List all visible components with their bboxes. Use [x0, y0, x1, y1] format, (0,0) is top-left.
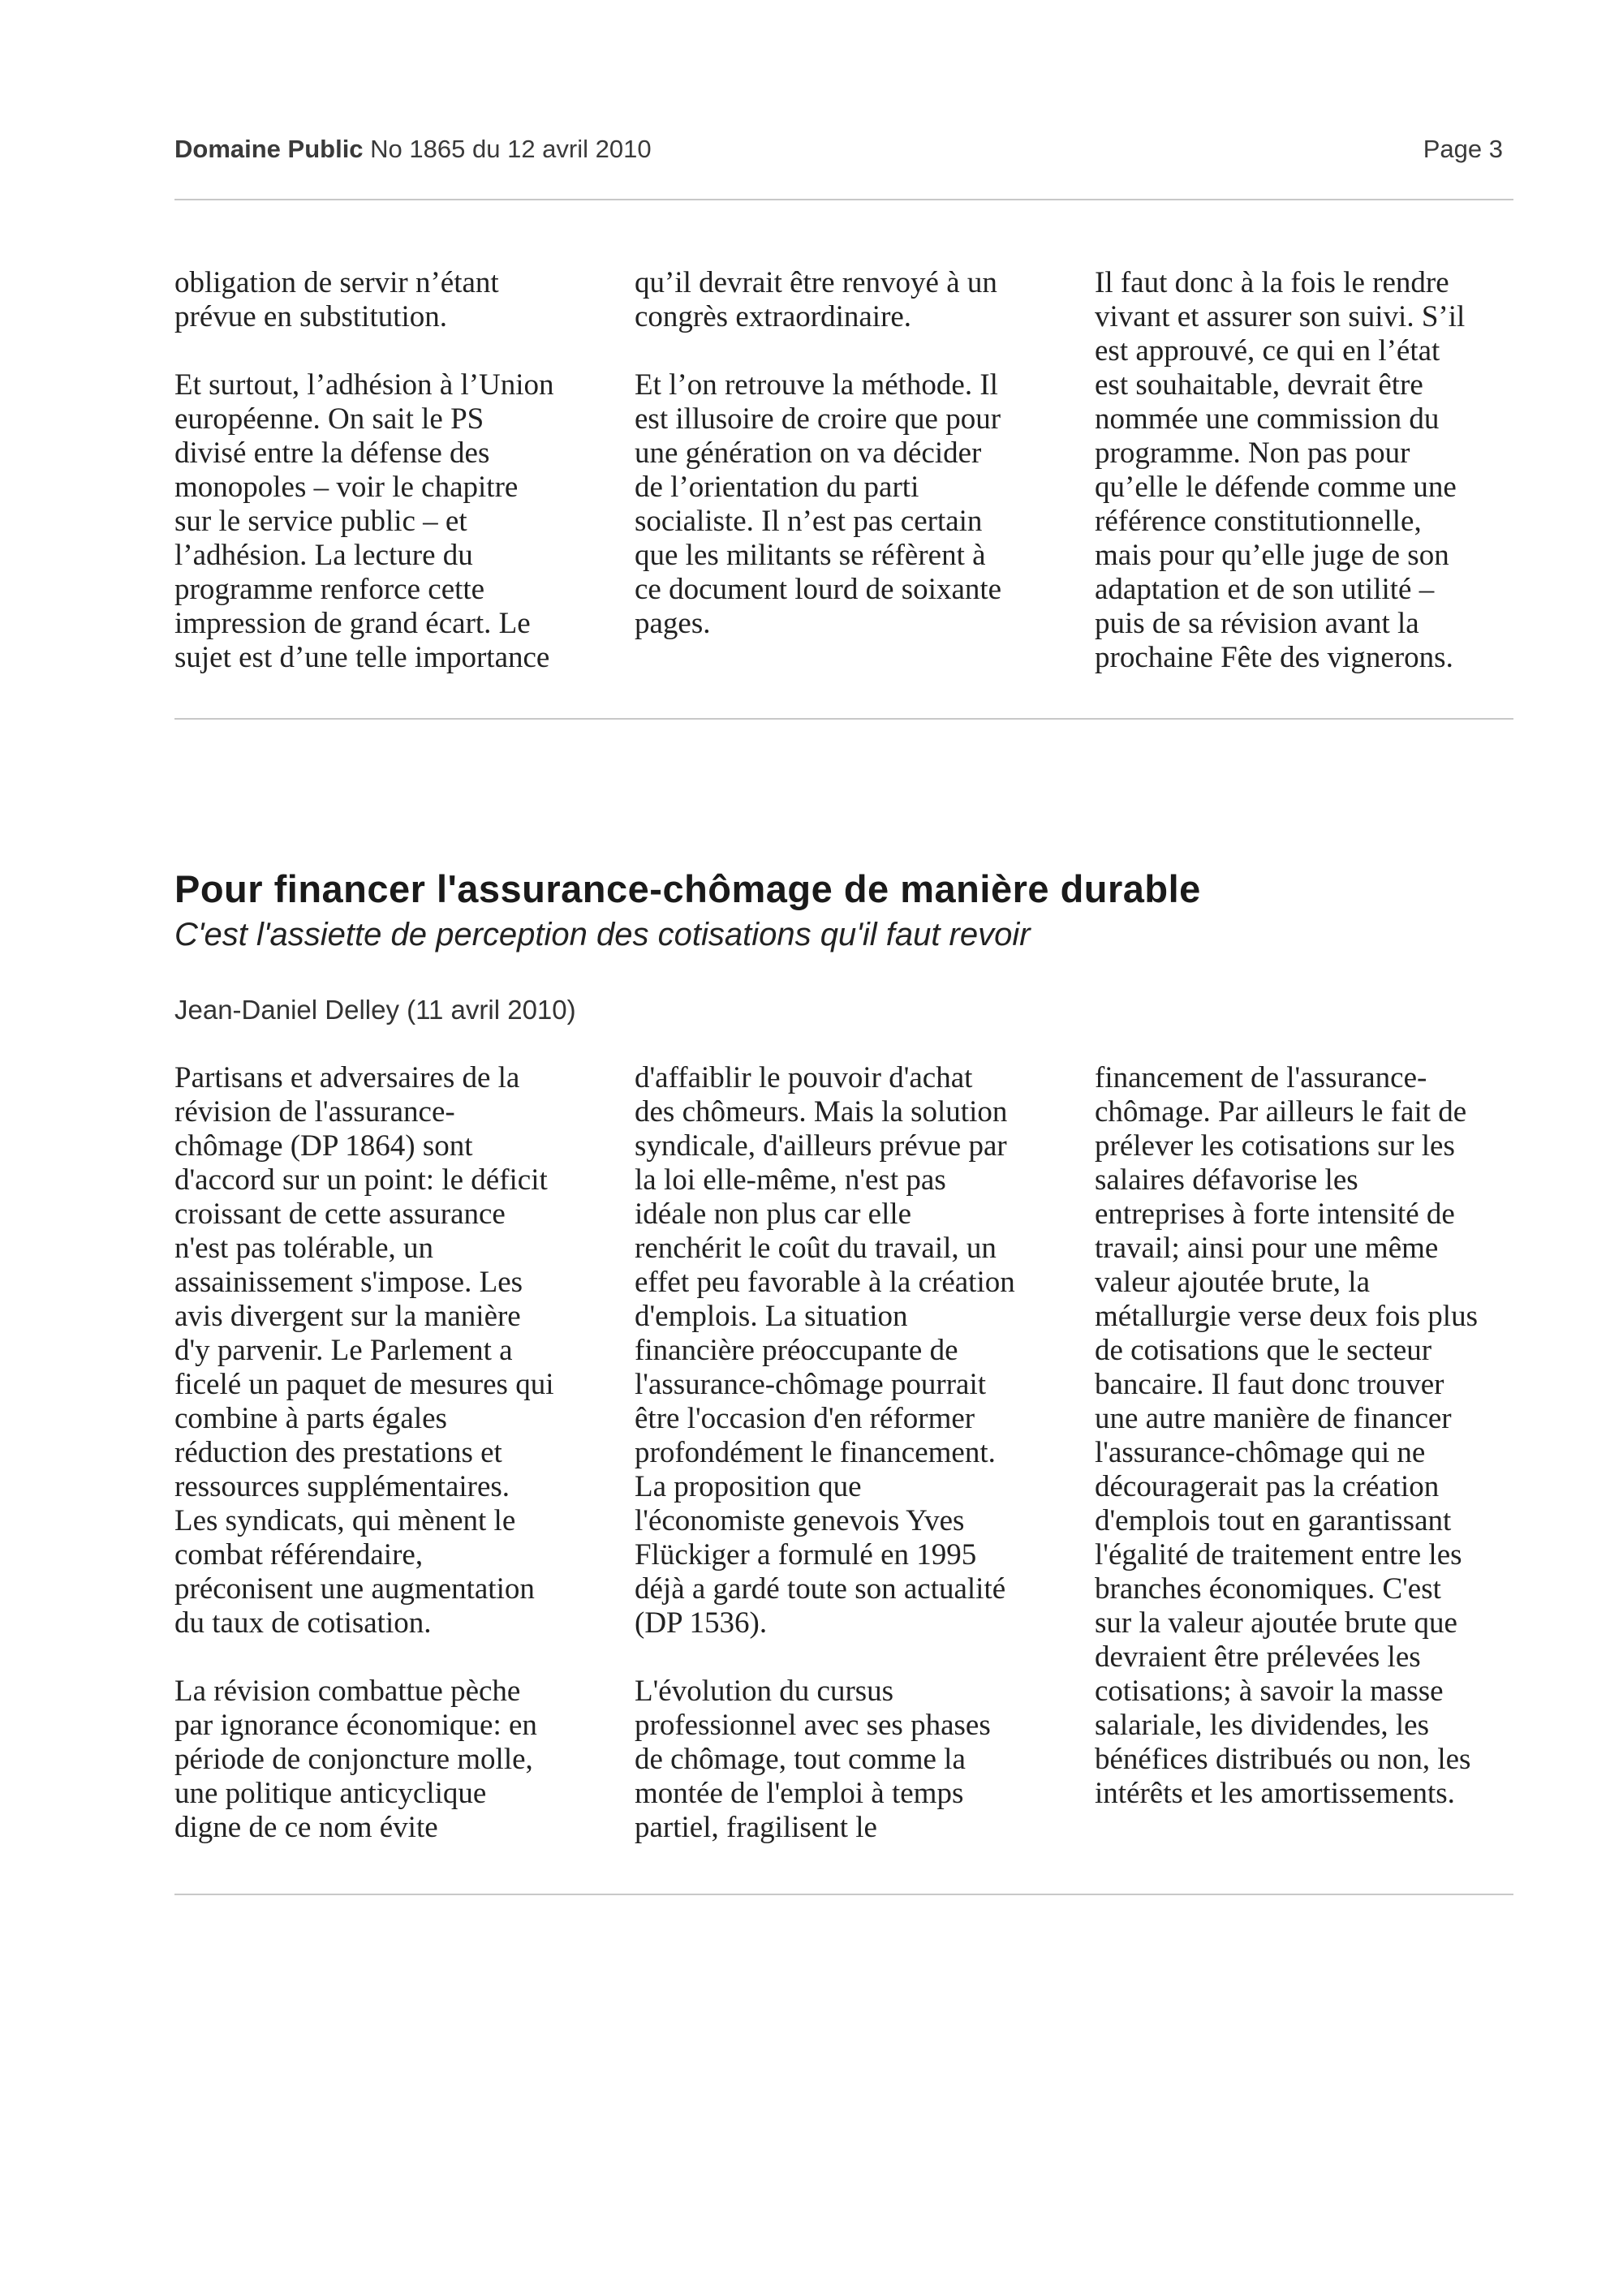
text-line: La proposition que [635, 1470, 862, 1503]
text-line: d'accord sur un point: le déficit [174, 1163, 548, 1197]
text-line: qu’il devrait être renvoyé à un [635, 266, 997, 299]
text-line: d'emplois. La situation [635, 1300, 908, 1333]
text-line: financement de l'assurance- [1095, 1061, 1427, 1094]
text-line: (DP 1536). [635, 1606, 768, 1640]
text-line: professionnel avec ses phases [635, 1709, 991, 1742]
text-line: une politique anticyclique [174, 1777, 487, 1810]
text-line: l'égalité de traitement entre les [1095, 1538, 1462, 1572]
text-line: Et l’on retrouve la méthode. Il [635, 368, 998, 402]
text-line: l'économiste genevois Yves [635, 1504, 965, 1537]
paragraph [174, 368, 596, 675]
paragraph [1095, 1061, 1517, 1811]
text-line: découragerait pas la création [1095, 1470, 1440, 1503]
text-line: Les syndicats, qui mènent le [174, 1504, 516, 1537]
text-line: congrès extraordinaire. [635, 300, 912, 333]
text-line: branches économiques. C'est [1095, 1572, 1441, 1606]
text-line: Et surtout, l’adhésion à l’Union [174, 368, 554, 402]
text-line: impression de grand écart. Le [174, 607, 531, 640]
text-line: effet peu favorable à la création [635, 1266, 1015, 1299]
text-line: avis divergent sur la manière [174, 1300, 521, 1333]
text-line: digne de ce nom évite [174, 1811, 438, 1844]
text-line: socialiste. Il n’est pas certain [635, 505, 983, 538]
text-line: d'affaiblir le pouvoir d'achat [635, 1061, 973, 1094]
text-line: idéale non plus car elle [635, 1197, 912, 1231]
text-line: déjà a gardé toute son actualité [635, 1572, 1006, 1606]
text-line: d'y parvenir. Le Parlement a [174, 1334, 513, 1367]
text-line: valeur ajoutée brute, la [1095, 1266, 1370, 1299]
text-line: une autre manière de financer [1095, 1402, 1452, 1435]
paragraph [174, 266, 596, 334]
text-line: combat référendaire, [174, 1538, 424, 1572]
text-line: La révision combattue pèche [174, 1675, 521, 1708]
text-line: financière préoccupante de [635, 1334, 958, 1367]
text-line: mais pour qu’elle juge de son [1095, 539, 1449, 572]
issue-info: No 1865 du 12 avril 2010 [370, 135, 652, 163]
paragraph [635, 1061, 1057, 1640]
text-line: sur la valeur ajoutée brute que [1095, 1606, 1457, 1640]
text-line: est approuvé, ce qui en l’état [1095, 334, 1440, 368]
article-column-3 [1095, 1061, 1517, 1811]
text-line: intérêts et les amortissements. [1095, 1777, 1455, 1810]
article-column-1 [174, 1061, 596, 1845]
text-line: assainissement s'impose. Les [174, 1266, 523, 1299]
text-line: par ignorance économique: en [174, 1709, 537, 1742]
text-line: des chômeurs. Mais la solution [635, 1095, 1008, 1129]
text-line: être l'occasion d'en réformer [635, 1402, 975, 1435]
text-line: période de conjoncture molle, [174, 1743, 533, 1776]
text-line: adaptation et de son utilité – [1095, 573, 1435, 606]
text-line: pages. [635, 607, 711, 640]
text-line: salariale, les dividendes, les [1095, 1709, 1430, 1742]
text-line: partiel, fragilisent le [635, 1811, 877, 1844]
text-line: ce document lourd de soixante [635, 573, 1002, 606]
text-line: L'évolution du cursus [635, 1675, 894, 1708]
text-line: de l’orientation du parti [635, 471, 919, 504]
text-line: préconisent une augmentation [174, 1572, 535, 1606]
text-line: prochaine Fête des vignerons. [1095, 641, 1453, 674]
text-line: salaires défavorise les [1095, 1163, 1358, 1197]
text-line: travail; ainsi pour une même [1095, 1232, 1439, 1265]
paragraph [635, 266, 1057, 334]
paragraph [174, 1061, 596, 1640]
article-byline: Jean-Daniel Delley (11 avril 2010) [174, 995, 576, 1025]
text-line: Flückiger a formulé en 1995 [635, 1538, 977, 1572]
text-line: prélever les cotisations sur les [1095, 1129, 1455, 1163]
text-line: est souhaitable, devrait être [1095, 368, 1423, 402]
text-line: est illusoire de croire que pour [635, 402, 1001, 436]
text-line: de cotisations que le secteur [1095, 1334, 1432, 1367]
text-line: prévue en substitution. [174, 300, 448, 333]
text-line: ressources supplémentaires. [174, 1470, 510, 1503]
text-line: Il faut donc à la fois le rendre [1095, 266, 1449, 299]
text-line: européenne. On sait le PS [174, 402, 484, 436]
text-line: ficelé un paquet de mesures qui [174, 1368, 554, 1401]
text-line: puis de sa révision avant la [1095, 607, 1419, 640]
text-line: croissant de cette assurance [174, 1197, 506, 1231]
text-line: bancaire. Il faut donc trouver [1095, 1368, 1444, 1401]
page-number: Page 3 [1423, 135, 1503, 163]
paragraph [174, 1675, 596, 1845]
text-line: sujet est d’une telle importance [174, 641, 550, 674]
text-line: devraient être prélevées les [1095, 1640, 1421, 1674]
text-line: combine à parts égales [174, 1402, 447, 1435]
text-line: l’adhésion. La lecture du [174, 539, 473, 572]
text-line: la loi elle-même, n'est pas [635, 1163, 946, 1197]
paragraph [635, 1675, 1057, 1845]
text-line: nommée une commission du [1095, 402, 1440, 436]
text-line: vivant et assurer son suivi. S’il [1095, 300, 1466, 333]
text-line: référence constitutionnelle, [1095, 505, 1422, 538]
text-line: profondément le financement. [635, 1436, 996, 1469]
text-line: programme. Non pas pour [1095, 436, 1410, 470]
text-line: réduction des prestations et [174, 1436, 502, 1469]
text-line: de chômage, tout comme la [635, 1743, 966, 1776]
text-line: syndicale, d'ailleurs prévue par [635, 1129, 1007, 1163]
text-line: montée de l'emploi à temps [635, 1777, 964, 1810]
text-line: entreprises à forte intensité de [1095, 1197, 1455, 1231]
continuation-column-2 [635, 266, 1057, 641]
continuation-column-3 [1095, 266, 1517, 675]
text-line: l'assurance-chômage qui ne [1095, 1436, 1426, 1469]
text-line: chômage. Par ailleurs le fait de [1095, 1095, 1467, 1129]
text-line: cotisations; à savoir la masse [1095, 1675, 1444, 1708]
text-line: métallurgie verse deux fois plus [1095, 1300, 1478, 1333]
paragraph [635, 368, 1057, 641]
page-header [174, 135, 1513, 167]
text-line: n'est pas tolérable, un [174, 1232, 434, 1265]
article-title: Pour financer l'assurance-chômage de manière durable [174, 867, 1201, 910]
section-divider [174, 718, 1513, 720]
header-divider [174, 199, 1513, 200]
publication-name: Domaine Public [174, 135, 364, 163]
text-line: une génération on va décider [635, 436, 982, 470]
article-column-2 [635, 1061, 1057, 1845]
text-line: Partisans et adversaires de la [174, 1061, 520, 1094]
text-line: qu’elle le défende comme une [1095, 471, 1457, 504]
continuation-column-1 [174, 266, 596, 675]
text-line: sur le service public – et [174, 505, 467, 538]
text-line: monopoles – voir le chapitre [174, 471, 519, 504]
text-line: l'assurance-chômage pourrait [635, 1368, 986, 1401]
text-line: du taux de cotisation. [174, 1606, 432, 1640]
text-line: obligation de servir n’étant [174, 266, 499, 299]
text-line: d'emplois tout en garantissant [1095, 1504, 1452, 1537]
footer-divider [174, 1894, 1513, 1895]
text-line: chômage (DP 1864) sont [174, 1129, 473, 1163]
text-line: bénéfices distribués ou non, les [1095, 1743, 1471, 1776]
paragraph [1095, 266, 1517, 675]
text-line: programme renforce cette [174, 573, 485, 606]
text-line: révision de l'assurance- [174, 1095, 455, 1129]
text-line: divisé entre la défense des [174, 436, 490, 470]
article-subtitle: C'est l'assiette de perception des cotisations qu'il faut revoir [174, 917, 1031, 952]
text-line: renchérit le coût du travail, un [635, 1232, 997, 1265]
text-line: que les militants se réfèrent à [635, 539, 986, 572]
